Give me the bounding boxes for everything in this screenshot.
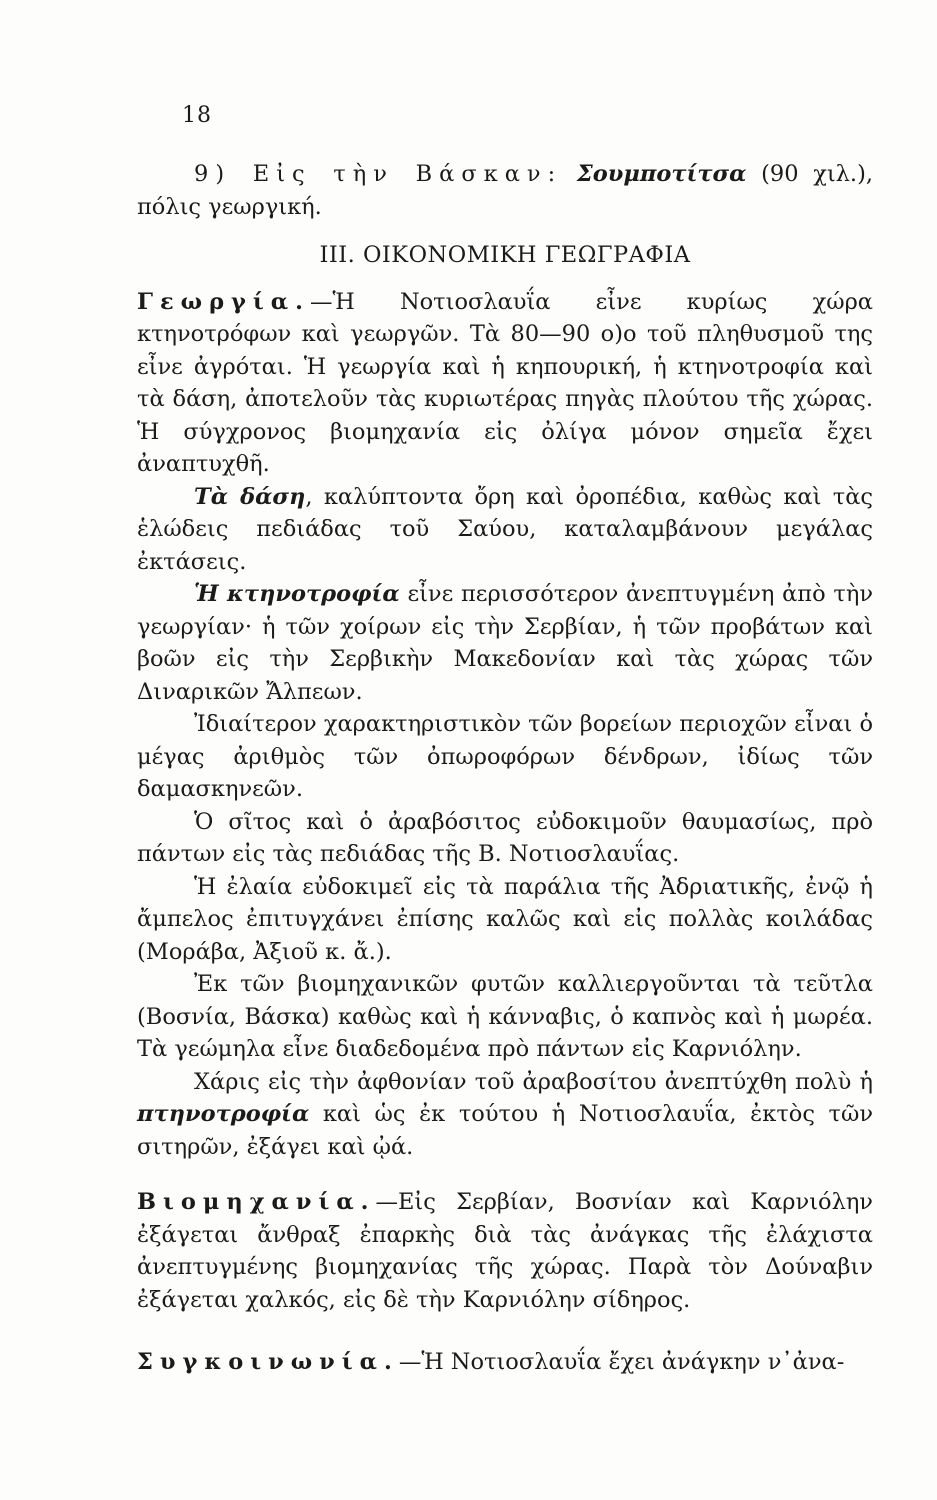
industry-title: Βιομηχανία.: [137, 1189, 376, 1215]
communication-paragraph: [137, 1346, 873, 1379]
livestock-term: Ἡ κτηνοτροφία: [194, 581, 400, 607]
poultry-term: πτηνοτροφία: [137, 1101, 310, 1127]
poultry-paragraph: [137, 1066, 873, 1164]
industrial-plants-paragraph: Ἐκ τῶν βιομηχανικῶν φυτῶν καλλιεργοῦνται τὰ τεῦτλα (Βοσνία, Βάσκα) καθὼς καὶ ἡ κάνναβις, ὁ καπνὸς καὶ ἡ μωρέα. Τὰ γεώμηλα εἶνε διαδεδομένα πρὸ πάντων εἰς Καρνιόλην.: [137, 971, 873, 1062]
agriculture-title: Γεωργία.: [137, 288, 310, 315]
livestock-paragraph: [137, 578, 873, 708]
forests-paragraph: [137, 481, 873, 579]
item-9-paragraph: [137, 158, 873, 223]
industry-paragraph: [137, 1186, 873, 1316]
orchards-paragraph: Ἰδιαίτερον χαρακτηριστικὸν τῶν βορείων περιοχῶν εἶναι ὁ μέγας ἀριθμὸς τῶν ὀπωροφόρων δένδρων, ἰδίως τῶν δαμασκηνεῶν.: [137, 711, 873, 802]
grain-paragraph: Ὁ σῖτος καὶ ὁ ἀραβόσιτος εὐδοκιμοῦν θαυμασίως, πρὸ πάντων εἰς τὰς πεδιάδας τῆς Β. Νοτιοσλαυΐας.: [137, 808, 873, 867]
item-9-lead: 9) Εἰς τὴν Βάσκαν:: [194, 161, 563, 187]
communication-text: —Ἡ Νοτιοσλαυΐα ἔχει ἀνάγκην ν᾽ἀνα-: [398, 1349, 845, 1375]
section-heading: III. ΟΙΚΟΝΟΜΙΚΗ ΓΕΩΓΡΑΦΙΑ: [319, 242, 691, 268]
poultry-pre: Χάρις εἰς τὴν ἀφθονίαν τοῦ ἀραβοσίτου ἀνεπτύχθη πολὺ ἡ: [194, 1068, 873, 1095]
forests-text: , καλύπτοντα ὄρη καὶ ὀροπέδια, καθὼς καὶ τὰς ἑλώδεις πεδιάδας τοῦ Σαύου, καταλαμβάνουν μεγάλας ἐκτάσεις.: [137, 483, 873, 575]
city-name: Σουμποτίτσα: [576, 161, 747, 187]
forests-term: Τὰ δάση: [194, 483, 306, 510]
olive-paragraph: Ἡ ἐλαία εὐδοκιμεῖ εἰς τὰ παράλια τῆς Ἀδριατικῆς, ἐνῷ ἡ ἄμπελος ἐπιτυγχάνει ἐπίσης καλῶς καὶ εἰς πολλὰς κοιλάδας (Μοράβα, Ἀξιοῦ κ. ἄ.).: [137, 873, 873, 965]
agriculture-intro: —Ἡ Νοτιοσλαυΐα εἶνε κυρίως χώρα κτηνοτρόφων καὶ γεωργῶν. Τὰ 80—90 ο)ο τοῦ πληθυσμοῦ της εἶνε ἀγρόται. Ἡ γεωργία καὶ ἡ κηπουρική, ἡ κτηνοτροφία καὶ τὰ δάση, ἀποτελοῦν τὰς κυριωτέρας πηγὰς πλούτου τῆς χώρας. Ἡ σύγχρονος βιομηχανία εἰς ὀλίγα μόνον σημεῖα ἔχει ἀναπτυχθῆ.: [137, 288, 873, 477]
poultry-post: καὶ ὡς ἐκ τούτου ἡ Νοτιοσλαυΐα, ἐκτὸς τῶν σιτηρῶν, ἐξάγει καὶ ᾠά.: [137, 1101, 873, 1160]
item-9-text: (90 χιλ.), πόλις γεωργική.: [137, 161, 874, 220]
agriculture-paragraph: [137, 286, 873, 481]
livestock-text: εἶνε περισσότερον ἀνεπτυγμένη ἀπὸ τὴν γεωργίαν· ἡ τῶν χοίρων εἰς τὴν Σερβίαν, ἡ τῶν προβάτων καὶ βοῶν εἰς τὴν Σερβικὴν Μακεδονίαν καὶ τὰς χώρας τῶν Διναρικῶν Ἄλπεων.: [137, 581, 873, 705]
communication-title: Συγκοινωνία.: [137, 1349, 399, 1375]
page-body: [137, 158, 873, 1379]
industry-text: —Εἰς Σερβίαν, Βοσνίαν καὶ Καρνιόλην ἐξάγεται ἄνθραξ ἐπαρκὴς διὰ τὰς ἀνάγκας τῆς ἐλάχιστα ἀνεπτυγμένης βιομηχανίας τῆς χώρας. Παρὰ τὸν Δούναβιν ἐξάγεται χαλκός, εἰς δὲ τὴν Καρνιόλην σίδηρος.: [137, 1189, 873, 1313]
page-number: 18: [182, 103, 212, 128]
